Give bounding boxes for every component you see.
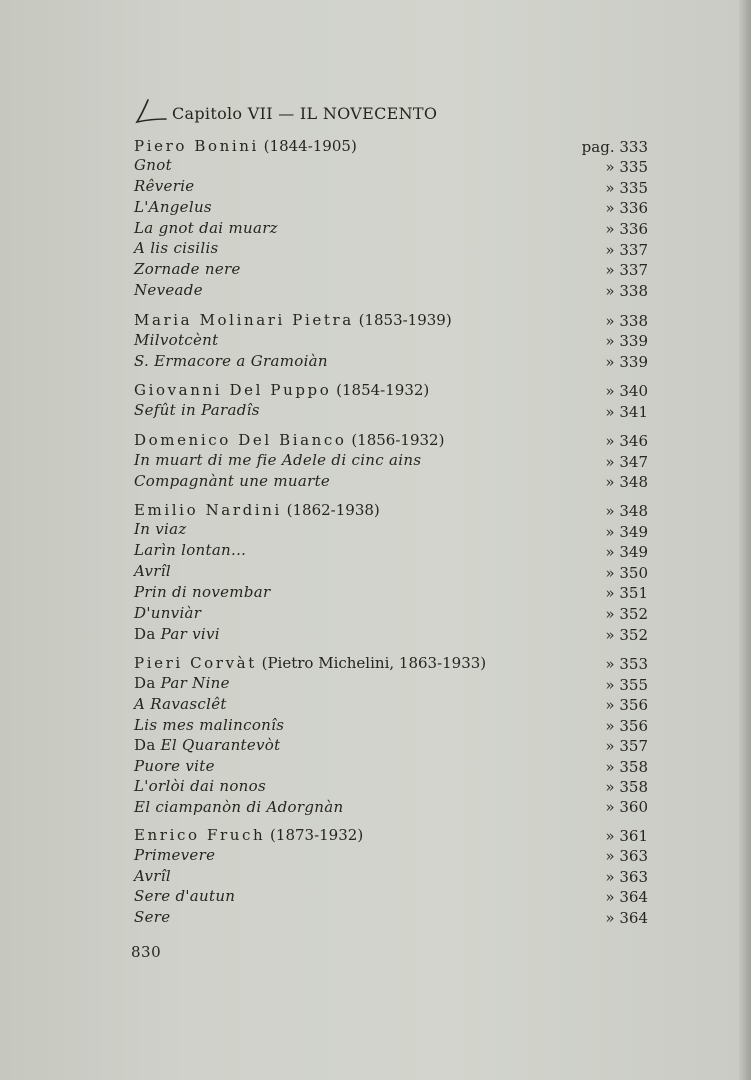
ditto-marker: » [605, 332, 620, 350]
page-reference [605, 583, 648, 603]
toc-poem-entry [0, 330, 751, 350]
poem-title [134, 155, 172, 175]
ditto-marker: » [605, 473, 620, 491]
page-reference [605, 797, 648, 817]
ditto-marker: » [605, 382, 620, 400]
poem-title-text: A Ravasclêt [134, 695, 227, 713]
page-reference [605, 826, 648, 846]
toc-poem-entry [0, 624, 751, 644]
page-reference [605, 178, 648, 198]
toc-poem-entry [0, 351, 751, 371]
poem-title [134, 886, 235, 906]
author-heading [134, 136, 357, 156]
page-reference [605, 654, 648, 674]
ditto-marker: » [605, 432, 620, 450]
page-reference [605, 675, 648, 695]
ditto-marker: » [605, 778, 620, 796]
ditto-marker: » [605, 353, 620, 371]
toc-poem-entry [0, 845, 751, 865]
ditto-marker: » [605, 523, 620, 541]
author-heading [134, 653, 486, 673]
poem-title [134, 238, 219, 258]
page-reference [605, 219, 648, 239]
poem-title-text: Neveade [134, 281, 203, 299]
poem-title-text: Rêverie [134, 177, 195, 195]
page-reference [605, 542, 648, 562]
collection-prefix: Da [134, 625, 161, 643]
page-number-value: 335 [619, 158, 648, 176]
toc-poem-entry [0, 400, 751, 420]
poem-title [134, 540, 246, 560]
poem-title [134, 673, 230, 693]
ditto-marker: » [605, 798, 620, 816]
page-reference [605, 522, 648, 542]
page-reference [582, 137, 648, 157]
toc-author-entry [0, 653, 751, 673]
page-reference [605, 198, 648, 218]
page-reference [605, 695, 648, 715]
toc-poem-entry [0, 450, 751, 470]
page-number-value: 364 [619, 909, 648, 927]
poem-title [134, 603, 201, 623]
poem-title [134, 197, 212, 217]
toc-poem-entry [0, 776, 751, 796]
page-number-value: 340 [619, 382, 648, 400]
author-dates: (1856-1932) [346, 431, 445, 449]
page-reference [605, 402, 648, 422]
toc-author-entry [0, 500, 751, 520]
ditto-marker: » [605, 584, 620, 602]
toc-poem-entry [0, 866, 751, 886]
poem-title [134, 330, 218, 350]
author-dates: (1844-1905) [258, 137, 357, 155]
collection-prefix: Da [134, 736, 161, 754]
poem-title-text: Avrîl [134, 562, 171, 580]
poem-title-text: S. Ermacore a Gramoiàn [134, 352, 328, 370]
toc-author-entry [0, 380, 751, 400]
toc-author-entry [0, 430, 751, 450]
page-number-value: 350 [619, 564, 648, 582]
page-number-value: 339 [619, 332, 648, 350]
author-dates: (1862-1938) [281, 501, 380, 519]
page-number-value: 336 [619, 199, 648, 217]
page-reference [605, 381, 648, 401]
toc-poem-entry [0, 519, 751, 539]
toc-poem-entry [0, 176, 751, 196]
toc-poem-entry [0, 715, 751, 735]
page-number-value: 358 [619, 778, 648, 796]
poem-title [134, 715, 284, 735]
page-number-value: 351 [619, 584, 648, 602]
poem-title [134, 866, 171, 886]
poem-title-text: A lis cisilis [134, 239, 219, 257]
ditto-marker: » [605, 655, 620, 673]
page-reference [605, 846, 648, 866]
page-reference [605, 908, 648, 928]
toc-poem-entry [0, 561, 751, 581]
page-number-value: 336 [619, 220, 648, 238]
page-reference [605, 736, 648, 756]
poem-title [134, 351, 328, 371]
poem-title [134, 624, 220, 644]
page-number-value: 363 [619, 847, 648, 865]
ditto-marker: » [605, 282, 620, 300]
poem-title-text: Prin di novembar [134, 583, 271, 601]
page-reference [605, 867, 648, 887]
toc-poem-entry [0, 238, 751, 258]
page-number-value: 339 [619, 353, 648, 371]
toc-poem-entry [0, 673, 751, 693]
author-name: Giovanni Del Puppo [134, 381, 332, 399]
page-number-value: 349 [619, 543, 648, 561]
toc-poem-entry [0, 694, 751, 714]
poem-title-text: Par Nine [160, 674, 230, 692]
author-heading [134, 310, 452, 330]
poem-title-text: Par vivi [160, 625, 220, 643]
poem-title-text: L'Angelus [134, 198, 212, 216]
ditto-marker: » [605, 888, 620, 906]
poem-title [134, 845, 215, 865]
chapter-title: Capitolo VII — IL NOVECENTO [172, 104, 438, 123]
toc-poem-entry [0, 603, 751, 623]
author-heading [134, 380, 429, 400]
author-dates: (Pietro Michelini, 1863-1933) [256, 654, 487, 672]
author-name: Emilio Nardini [134, 501, 282, 519]
page-number-value: 333 [619, 138, 648, 156]
poem-title-text: Sere d'autun [134, 887, 236, 905]
page-number-value: 361 [619, 827, 648, 845]
author-heading [134, 825, 363, 845]
page-number-value: 357 [619, 737, 648, 755]
toc-poem-entry [0, 155, 751, 175]
poem-title [134, 176, 194, 196]
page-reference [605, 604, 648, 624]
poem-title-text: Lis mes malinconîs [134, 716, 285, 734]
ditto-marker: » [605, 605, 620, 623]
toc-poem-entry [0, 582, 751, 602]
page-number-value: 348 [619, 502, 648, 520]
poem-title-text: Sere [134, 908, 171, 926]
page-number-value: 349 [619, 523, 648, 541]
ditto-marker: » [605, 827, 620, 845]
poem-title-text: El ciampanòn di Adorgnàn [134, 798, 344, 816]
poem-title [134, 907, 170, 927]
ditto-marker: » [605, 453, 620, 471]
page-number-value: 363 [619, 868, 648, 886]
ditto-marker: » [605, 199, 620, 217]
ditto-marker: » [605, 847, 620, 865]
page-number-value: 338 [619, 282, 648, 300]
page-number: 830 [131, 943, 162, 961]
page-number-value: 358 [619, 758, 648, 776]
page-number-value: 355 [619, 676, 648, 694]
poem-title-text: In muart di me fie Adele di cinc ains [134, 451, 422, 469]
page-reference [605, 625, 648, 645]
page-number-value: 347 [619, 453, 648, 471]
page-number-value: 353 [619, 655, 648, 673]
poem-title [134, 218, 278, 238]
ditto-marker: » [605, 241, 620, 259]
page-reference [605, 240, 648, 260]
page-number-value: 356 [619, 696, 648, 714]
poem-title-text: Milvotcènt [134, 331, 219, 349]
page-reference [605, 563, 648, 583]
page-reference [605, 281, 648, 301]
poem-title-text: Compagnànt une muarte [134, 472, 331, 490]
pen-mark-icon [134, 98, 168, 128]
author-name: Pieri Corvàt [134, 654, 257, 672]
page-number-value: 352 [619, 626, 648, 644]
poem-title [134, 756, 215, 776]
page-reference [605, 501, 648, 521]
author-heading [134, 500, 380, 520]
page-reference [605, 452, 648, 472]
page-number-value: 341 [619, 403, 648, 421]
poem-title [134, 797, 343, 817]
poem-title [134, 694, 227, 714]
poem-title-text: L'orlòi dai nonos [134, 777, 266, 795]
page-reference [605, 431, 648, 451]
page-number-value: 338 [619, 312, 648, 330]
ditto-marker: » [605, 758, 620, 776]
page-prefix: pag. [581, 138, 620, 156]
author-name: Maria Molinari Pietra [134, 311, 354, 329]
poem-title-text: La gnot dai muarz [134, 219, 278, 237]
toc-author-entry [0, 310, 751, 330]
ditto-marker: » [605, 909, 620, 927]
poem-title-text: Larìn lontan... [134, 541, 247, 559]
poem-title [134, 450, 421, 470]
page-reference [605, 777, 648, 797]
page-number-value: 356 [619, 717, 648, 735]
page-reference [605, 260, 648, 280]
poem-title [134, 582, 270, 602]
poem-title [134, 561, 171, 581]
poem-title-text: In viaz [134, 520, 187, 538]
page-number-value: 346 [619, 432, 648, 450]
poem-title-text: Avrîl [134, 867, 171, 885]
poem-title-text: Gnot [134, 156, 172, 174]
ditto-marker: » [605, 626, 620, 644]
page-number-value: 348 [619, 473, 648, 491]
toc-poem-entry [0, 907, 751, 927]
page-reference [605, 716, 648, 736]
toc-author-entry [0, 825, 751, 845]
toc-poem-entry [0, 197, 751, 217]
ditto-marker: » [605, 737, 620, 755]
page-number-value: 364 [619, 888, 648, 906]
page-number-value: 337 [619, 261, 648, 279]
page-number-value: 360 [619, 798, 648, 816]
poem-title-text: El Quarantevòt [160, 736, 281, 754]
toc-author-entry [0, 136, 751, 156]
toc-poem-entry [0, 218, 751, 238]
poem-title-text: D'unviàr [134, 604, 202, 622]
toc-poem-entry [0, 540, 751, 560]
ditto-marker: » [605, 564, 620, 582]
page-reference [605, 311, 648, 331]
page-reference [605, 757, 648, 777]
page-reference [605, 472, 648, 492]
page-number-value: 335 [619, 179, 648, 197]
ditto-marker: » [605, 179, 620, 197]
poem-title-text: Puore vite [134, 757, 215, 775]
poem-title-text: Sefût in Paradîs [134, 401, 260, 419]
toc-poem-entry [0, 756, 751, 776]
poem-title [134, 400, 260, 420]
author-dates: (1854-1932) [331, 381, 430, 399]
ditto-marker: » [605, 696, 620, 714]
author-dates: (1853-1939) [353, 311, 452, 329]
page-reference [605, 331, 648, 351]
toc-poem-entry [0, 797, 751, 817]
page-number-value: 352 [619, 605, 648, 623]
collection-prefix: Da [134, 674, 161, 692]
ditto-marker: » [605, 717, 620, 735]
page-reference [605, 887, 648, 907]
toc-poem-entry [0, 886, 751, 906]
author-name: Piero Bonini [134, 137, 259, 155]
ditto-marker: » [605, 868, 620, 886]
poem-title [134, 776, 266, 796]
author-name: Enrico Fruch [134, 826, 266, 844]
poem-title [134, 471, 330, 491]
poem-title-text: Zornade nere [134, 260, 241, 278]
poem-title-text: Primevere [134, 846, 216, 864]
ditto-marker: » [605, 261, 620, 279]
toc-poem-entry [0, 735, 751, 755]
toc-poem-entry [0, 471, 751, 491]
ditto-marker: » [605, 220, 620, 238]
ditto-marker: » [605, 543, 620, 561]
ditto-marker: » [605, 312, 620, 330]
poem-title [134, 259, 241, 279]
toc-poem-entry [0, 280, 751, 300]
poem-title [134, 519, 187, 539]
ditto-marker: » [605, 158, 620, 176]
poem-title [134, 280, 203, 300]
page-reference [605, 352, 648, 372]
author-dates: (1873-1932) [265, 826, 364, 844]
ditto-marker: » [605, 502, 620, 520]
page-reference [605, 157, 648, 177]
author-name: Domenico Del Bianco [134, 431, 347, 449]
page-number-value: 337 [619, 241, 648, 259]
ditto-marker: » [605, 403, 620, 421]
ditto-marker: » [605, 676, 620, 694]
toc-poem-entry [0, 259, 751, 279]
author-heading [134, 430, 444, 450]
poem-title [134, 735, 280, 755]
